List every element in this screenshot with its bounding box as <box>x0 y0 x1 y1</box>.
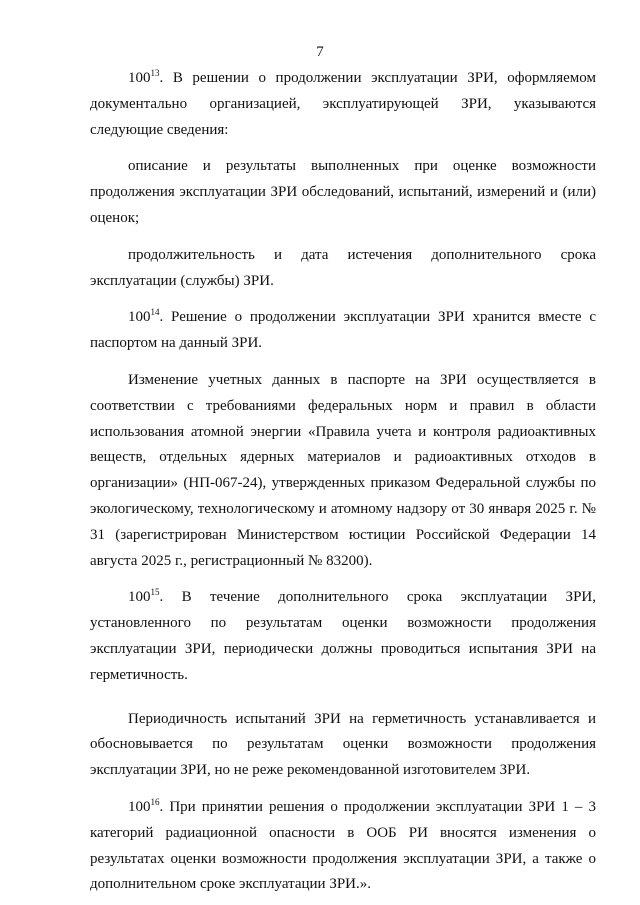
paragraph-text: . В течение дополнительного срока эксплуатации ЗРИ, установленного по результатам оценки возможности продолжения эксплуатации ЗРИ, периодически должны проводиться испытания ЗРИ на герметичность. <box>90 589 596 683</box>
clause-superscript: 13 <box>150 68 160 78</box>
clause-number: 100 <box>128 70 151 86</box>
clause-number: 100 <box>128 798 151 815</box>
paragraph-periodicity <box>90 707 596 784</box>
clause-number: 100 <box>128 589 151 606</box>
clause-superscript: 14 <box>150 307 160 318</box>
clause-number: 100 <box>128 309 151 326</box>
paragraph-100-15 <box>90 585 596 688</box>
clause-superscript: 15 <box>150 587 160 598</box>
paragraph-text: . При принятии решения о продолжении эксплуатации ЗРИ 1 – 3 категорий радиационной опасности в ООБ РИ вносятся изменения о результатах оценки возможности продолжения эксплуатации ЗРИ, а также о дополнительном сроке эксплуатации ЗРИ.». <box>90 798 596 893</box>
paragraph-text: . Решение о продолжении эксплуатации ЗРИ хранится вместе с паспортом на данный ЗРИ. <box>90 309 596 352</box>
document-body <box>90 66 596 898</box>
paragraph-100-16 <box>90 795 596 898</box>
list-item-duration <box>90 243 596 295</box>
paragraph-passport-changes <box>90 368 596 574</box>
clause-superscript: 16 <box>150 796 160 807</box>
paragraph-text: продолжительность и дата истечения дополнительного срока эксплуатации (службы) ЗРИ. <box>90 246 596 289</box>
paragraph-text: описание и результаты выполненных при оценке возможности продолжения эксплуатации ЗРИ обследований, испытаний, измерений и (или) оценок; <box>90 158 596 226</box>
paragraph-100-13 <box>90 66 596 143</box>
paragraph-text: Изменение учетных данных в паспорте на ЗРИ осуществляется в соответствии с требованиями федеральных норм и правил в области использования атомной энергии «Правила учета и контроля радиоактивных веществ, отдельных ядерных материалов и радиоактивных отходов в организации» (НП-067-24), утвержденных приказом Федеральной службы по экологическому, технологическому и атомному надзору от 30 января 2025 г. № 31 (зарегистрирован Министерством юстиции Российской Федерации 14 августа 2025 г., регистрационный № 83200). <box>90 371 596 569</box>
paragraph-100-14 <box>90 305 596 357</box>
paragraph-text: Периодичность испытаний ЗРИ на герметичность устанавливается и обосновывается по результатам оценки возможности продолжения эксплуатации ЗРИ, но не реже рекомендованной изготовителем ЗРИ. <box>90 710 596 779</box>
list-item-description <box>90 154 596 231</box>
paragraph-text: . В решении о продолжении эксплуатации ЗРИ, оформляемом документально организацией, эксплуатирующей ЗРИ, указываются следующие сведения: <box>90 70 596 138</box>
page-number: 7 <box>316 44 324 60</box>
